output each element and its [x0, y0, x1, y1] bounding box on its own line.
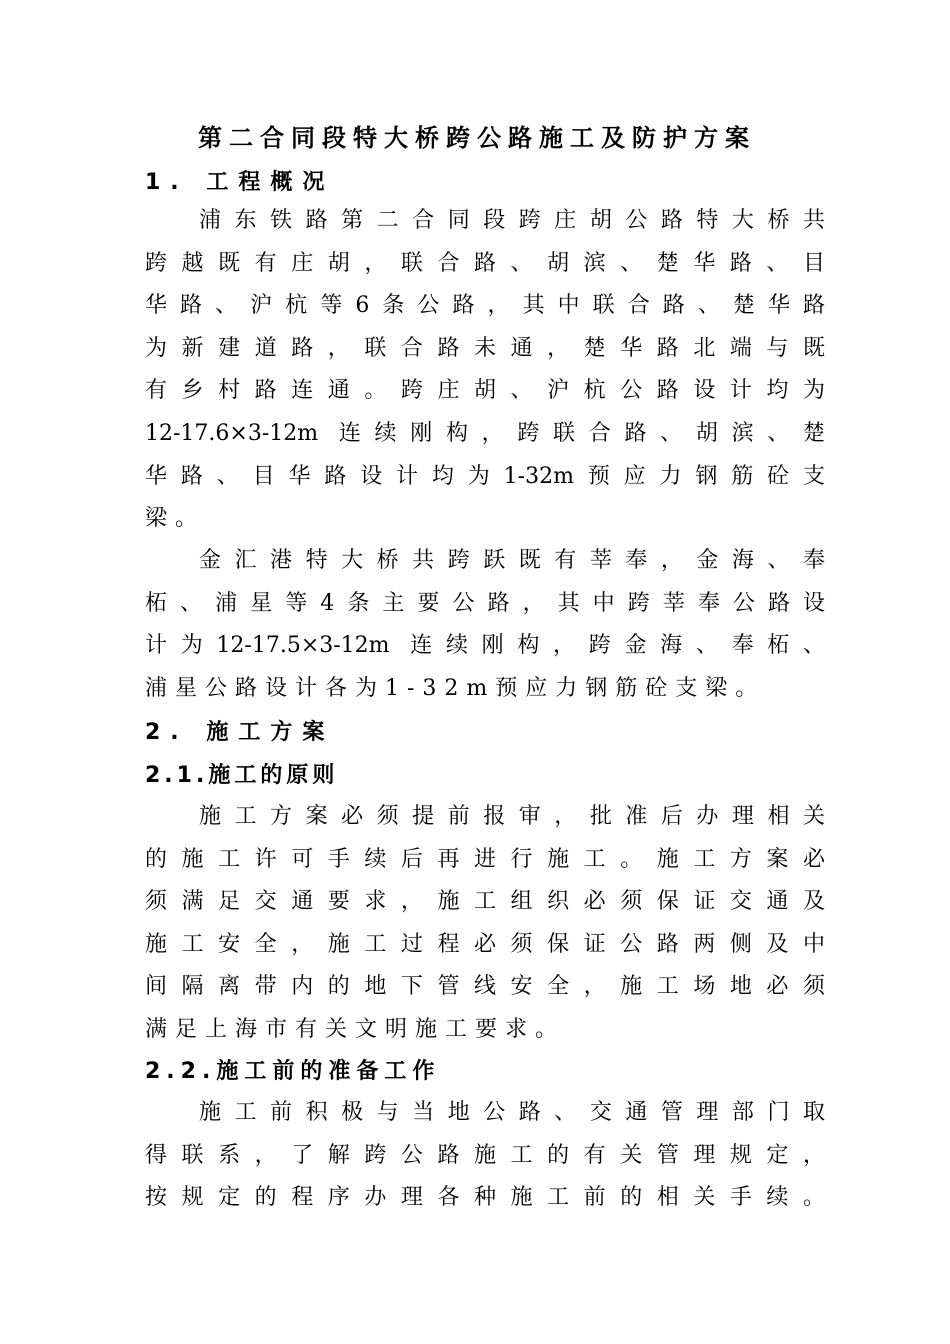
text-line: 按规定的程序办理各种施工前的相关手续。 — [145, 1185, 825, 1211]
paragraph-project-overview-2 — [145, 540, 825, 710]
text-line: 华路、沪杭等6条公路，其中联合路、楚华路 — [145, 293, 825, 319]
text-line: 浦东铁路第二合同段跨庄胡公路特大桥共 — [199, 208, 825, 233]
paragraph-preparation-work — [145, 1092, 825, 1220]
text-line: 跨越既有庄胡，联合路、胡滨、楚华路、目 — [145, 250, 825, 276]
section-heading-2: 2. 施工方案 — [145, 720, 335, 745]
text-line: 施工方案必须提前报审，批准后办理相关 — [199, 804, 825, 829]
text-line: 施工安全，施工过程必须保证公路两侧及中 — [145, 931, 825, 957]
section-heading-2-1: 2.1.施工的原则 — [145, 763, 339, 788]
text-line: 柘、浦星等4条主要公路，其中跨莘奉公路设 — [145, 590, 825, 616]
text-line: 金汇港特大桥共跨跃既有莘奉，金海、奉 — [199, 548, 825, 573]
text-line: 施工前积极与当地公路、交通管理部门取 — [199, 1100, 825, 1125]
text-line: 浦星公路设计各为1-32m预应力钢筋砼支梁。 — [145, 675, 766, 701]
text-line: 的施工许可手续后再进行施工。施工方案必 — [145, 846, 825, 872]
section-heading-1: 1. 工程概况 — [145, 170, 335, 195]
text-line: 间隔离带内的地下管线安全，施工场地必须 — [145, 974, 825, 1000]
paragraph-construction-principles — [145, 796, 825, 1052]
text-line: 12-17.6×3-12m 连续刚构，跨联合路、胡滨、楚 — [145, 420, 825, 446]
text-line: 华路、目华路设计均为1-32m预应力钢筋砼支 — [145, 463, 825, 489]
paragraph-project-overview-1 — [145, 200, 825, 541]
section-heading-2-2: 2.2.施工前的准备工作 — [145, 1059, 441, 1084]
document-title: 第二合同段特大桥跨公路施工及防护方案 — [198, 124, 756, 152]
text-line: 得联系，了解跨公路施工的有关管理规定， — [145, 1142, 825, 1168]
text-line: 梁。 — [145, 506, 206, 532]
text-line: 有乡村路连通。跨庄胡、沪杭公路设计均为 — [145, 378, 825, 404]
text-line: 须满足交通要求，施工组织必须保证交通及 — [145, 889, 825, 915]
text-line: 计为12-17.5×3-12m 连续刚构，跨金海、奉柘、 — [145, 633, 825, 659]
text-line: 为新建道路，联合路未通，楚华路北端与既 — [145, 335, 825, 361]
text-line: 满足上海市有关文明施工要求。 — [145, 1016, 566, 1042]
